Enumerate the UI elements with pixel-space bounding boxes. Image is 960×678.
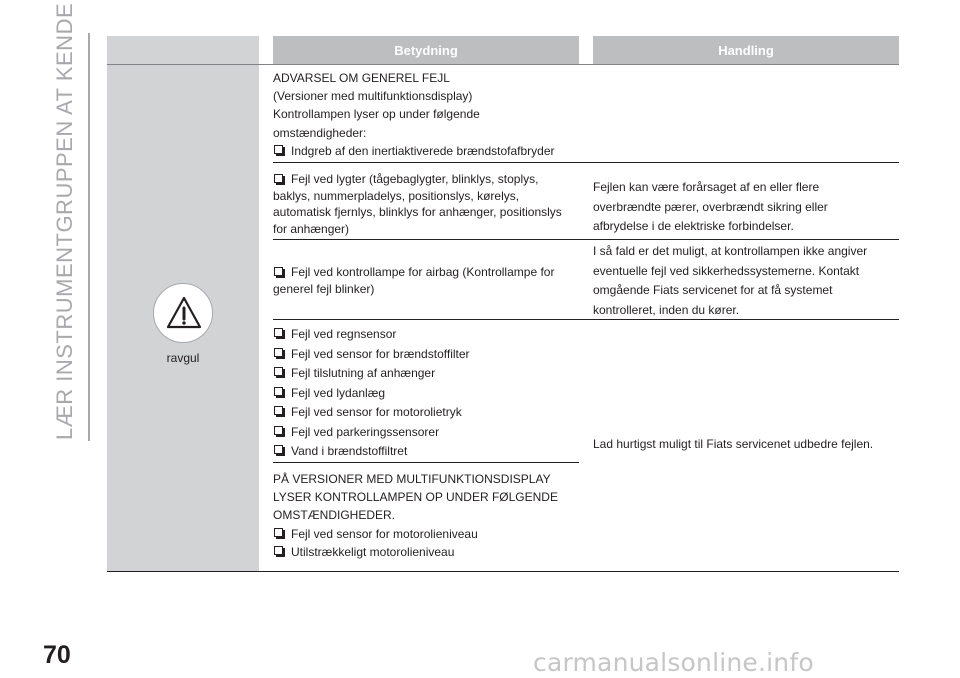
shared-action	[593, 435, 873, 455]
warning-light-cell	[107, 65, 259, 571]
list-item	[273, 442, 470, 462]
action-line: omgående Fiats servicenet for at få systemet	[593, 283, 833, 297]
meaning-line: (Versioner med multifunktionsdisplay)	[273, 89, 473, 104]
warning-light-symbol	[153, 283, 213, 343]
checkbox-bullet-icon	[274, 174, 283, 183]
action-line: kontrolleret, inden du kører.	[593, 302, 740, 317]
checkbox-bullet-icon	[274, 267, 283, 276]
warning-light-table	[107, 36, 899, 572]
list-item-text: Fejl ved sensor for brændstoffilter	[291, 346, 470, 361]
list-item	[273, 384, 470, 404]
row-divider	[273, 162, 899, 163]
row-2-action	[593, 178, 828, 237]
action-line: I så fald er det muligt, at kontrollampen ikke angiver	[593, 244, 868, 258]
list-item	[273, 142, 555, 160]
action-line: eventuelle fejl ved sikkerhedssystemerne. Kontakt	[593, 263, 860, 278]
list-item-text-continued: for anhænger)	[273, 221, 350, 236]
list-item	[273, 543, 558, 561]
checkbox-bullet-icon	[274, 348, 283, 357]
meaning-line: ADVARSEL OM GENEREL FEJL	[273, 71, 450, 85]
action-line: Fejlen kan være forårsaget af en eller flere	[593, 180, 820, 194]
list-item-text: Fejl ved parkeringssensorer	[291, 424, 440, 439]
meaning-line: PÅ VERSIONER MED MULTIFUNKTIONSDISPLAY	[273, 472, 551, 486]
action-line: Lad hurtigst muligt til Fiats servicenet udbedre fejlen.	[593, 437, 874, 451]
list-item-text: Fejl ved sensor for motorolieniveau	[291, 526, 478, 541]
warning-triangle-icon	[164, 293, 204, 333]
list-item	[273, 403, 470, 423]
list-item-text: Fejl ved sensor for motorolietryk	[291, 405, 462, 419]
list-item-text: Fejl ved regnsensor	[291, 327, 397, 341]
meaning-line: OMSTÆNDIGHEDER.	[273, 508, 396, 523]
row-divider	[273, 239, 899, 240]
row-divider	[273, 462, 579, 463]
header-action: Handling	[593, 36, 899, 64]
checkbox-bullet-icon	[274, 387, 283, 396]
checkbox-bullet-icon	[274, 426, 283, 435]
checkbox-bullet-icon	[274, 445, 283, 454]
list-item	[273, 325, 470, 345]
meaning-line: omstændigheder:	[273, 125, 367, 140]
list-item-text-continued: generel fejl blinker)	[273, 281, 375, 296]
checkbox-bullet-icon	[274, 528, 283, 537]
list-item	[273, 345, 470, 365]
list-item	[273, 364, 470, 384]
meaning-line: Kontrollampen lyser op under følgende	[273, 107, 480, 122]
checkbox-bullet-icon	[274, 367, 283, 376]
page-number: 70	[43, 641, 71, 669]
list-item	[273, 423, 470, 443]
meaning-line: LYSER KONTROLLAMPEN OP UNDER FØLGENDE	[273, 490, 558, 505]
checkbox-bullet-icon	[274, 145, 283, 154]
row-3-meaning	[273, 264, 554, 297]
action-line: afbrydelse i de elektriske forbindelser.	[593, 219, 794, 233]
table-bottom-rule	[107, 571, 899, 572]
section-title: LÆR INSTRUMENTGRUPPEN AT KENDE	[52, 2, 77, 440]
header-meaning: Betydning	[273, 36, 579, 64]
row-2-meaning	[273, 171, 562, 237]
list-item	[273, 171, 562, 188]
row-3-action	[593, 242, 867, 320]
list-item-text: Indgreb af den inertiaktiverede brændstofafbryder	[291, 143, 555, 158]
list-item-text: Fejl ved kontrollampe for airbag (Kontrollampe for	[291, 265, 555, 279]
list-item-text: Fejl tilslutning af anhænger	[291, 366, 436, 380]
list-item	[273, 264, 554, 281]
checkbox-bullet-icon	[274, 328, 283, 337]
list-item-text: Fejl ved lydanlæg	[291, 385, 386, 400]
row-4-meaning	[273, 325, 470, 462]
row-5-meaning	[273, 470, 558, 561]
row-1-meaning	[273, 69, 555, 160]
row-divider	[273, 319, 899, 320]
warning-light-color: ravgul	[166, 351, 200, 365]
action-line: overbrændte pærer, overbrændt sikring eller	[593, 199, 828, 214]
list-item	[273, 525, 558, 543]
checkbox-bullet-icon	[274, 406, 283, 415]
checkbox-bullet-icon	[274, 546, 283, 555]
watermark: carmanualsonline.info	[533, 648, 814, 677]
list-item-text: Vand i brændstoffiltret	[291, 444, 408, 458]
section-rule	[88, 33, 90, 441]
header-icon-column	[107, 36, 259, 64]
list-item-text: Utilstrækkeligt motorolieniveau	[291, 544, 455, 559]
list-item-text-continued: automatisk fjernlys, blinklys for anhænger, positionslys	[273, 205, 562, 219]
list-item-text: Fejl ved lygter (tågebaglygter, blinklys, stoplys,	[291, 172, 539, 186]
list-item-text-continued: baklys, nummerpladelys, positionslys, kørelys,	[273, 188, 520, 203]
